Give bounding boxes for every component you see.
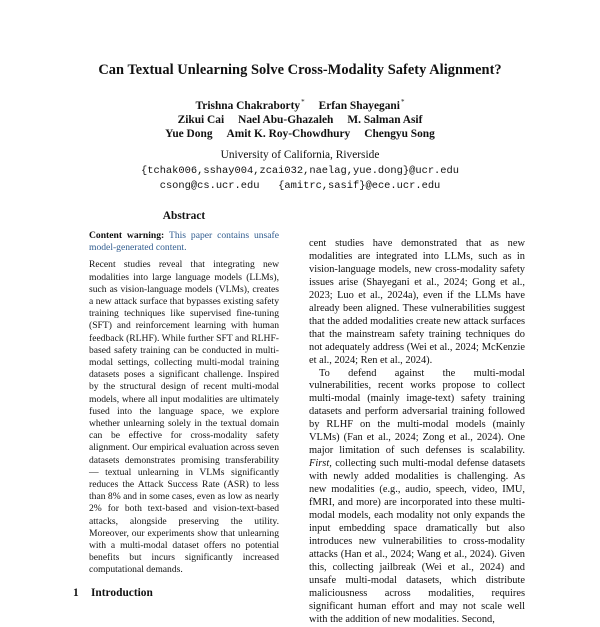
content-warning-text: This paper contains unsafe model-generated content. (89, 230, 279, 254)
author-name: Yue Dong (165, 127, 213, 140)
email-line: csong@cs.ucr.edu {amitrc,sasif}@ece.ucr.edu (159, 179, 441, 192)
email-block (0, 164, 600, 193)
author-name: M. Salman Asif (347, 113, 423, 126)
author-name: Trishna Chakraborty* (195, 98, 305, 112)
author-line-1 (0, 95, 600, 113)
paper-title: Can Textual Unlearning Solve Cross-Modality Safety Alignment? (98, 62, 502, 78)
body-paragraph: To defend against the multi-modal vulnerabilities, recent works propose to collect multi-modal (mainly image-text) safety training datasets and perform adversarial training followed by RLHF on the multi-modal models (mainly VLMs) (Fan et al., 2024; Zong et al., 2024). One major limitation of such defenses is scalability. First, collecting such multi-modal defense datasets with newly added modalities is challenging. As new modalities (e.g., audio, speech, video, IMU, fMRI, and more) are incorporated into these multi-modal models, each modality not only expands the input embedding space dramatically but also introduces new vulnerabilities to cross-modality attacks (Han et al., 2024; Wang et al., 2024). Given this, collecting jailbreak (Wei et al., 2024) and unsafe multi-modal datasets, which distribute maliciousness across modalities, requires significant human effort and may not scale well with the addition of new modalities. Second, (309, 367, 525, 625)
equal-contribution-mark: * (301, 98, 305, 106)
section-title: Introduction (91, 587, 153, 599)
equal-contribution-mark: * (400, 98, 405, 106)
abstract-body: Recent studies reveal that integrating new modalities into large language models (LLMs), such as vision-language models (VLMs), creates a new attack surface that bypasses existing safety training techniques like supervised fine-tuning (SFT) and reinforcement learning with human feedback (RLHF). While further SFT and RLHF-based safety training can be conducted in multi-modal settings, collecting multi-modal training datasets poses a significant challenge. Inspired by the structural design of recent multi-modal models, where all input modalities are ultimately fused into the language space, we explore whether unlearning solely in the textual domain can be effective for cross-modality safety alignment. Our empirical evaluation across seven datasets demonstrates promising transferability — textual unlearning in VLMs significantly reduces the Attack Success Rate (ASR) to less than 8% and in some cases, even as low as nearly 2% for both text-based and vision-text-based attacks, alongside preserving the utility. Moreover, our experiments show that unlearning with a multi-modal dataset offers no potential benefits but incurs significantly increased computational demands. (89, 259, 279, 576)
author-name: Amit K. Roy-Chowdhury (226, 127, 351, 140)
section-heading (73, 587, 153, 599)
affiliation: University of California, Riverside (220, 149, 380, 161)
author-line-2 (0, 113, 600, 127)
author-name: Chengyu Song (364, 127, 435, 140)
author-line-3 (0, 127, 600, 141)
section-number: 1 (73, 587, 79, 599)
author-block (0, 95, 600, 141)
author-name: Zikui Cai (177, 113, 225, 126)
left-column (89, 210, 279, 577)
body-paragraph: cent studies have demonstrated that as new modalities are integrated into LLMs, such as in vision-language models, new cross-modality safety issues arise (Shayegani et al., 2024; Gong et al., 2023; Luo et al., 2024a), even if the LLMs have already been aligned. These vulnerabilities suggest that the added modalities create new attack surfaces that the mainstream safety training techniques do not adequately address (Wei et al., 2024; McKenzie et al., 2024; Ren et al., 2024). (309, 238, 525, 366)
abstract-heading: Abstract (162, 210, 206, 222)
content-warning-label: Content warning: (89, 230, 165, 241)
content-warning (89, 230, 279, 254)
author-name: Nael Abu-Ghazaleh (238, 113, 334, 126)
emphasis-text: First, (309, 458, 332, 470)
author-name: Erfan Shayegani* (318, 98, 405, 112)
right-column (309, 238, 525, 627)
email-line: {tchak006,sshay004,zcai032,naelag,yue.dong}@ucr.edu (140, 165, 459, 177)
